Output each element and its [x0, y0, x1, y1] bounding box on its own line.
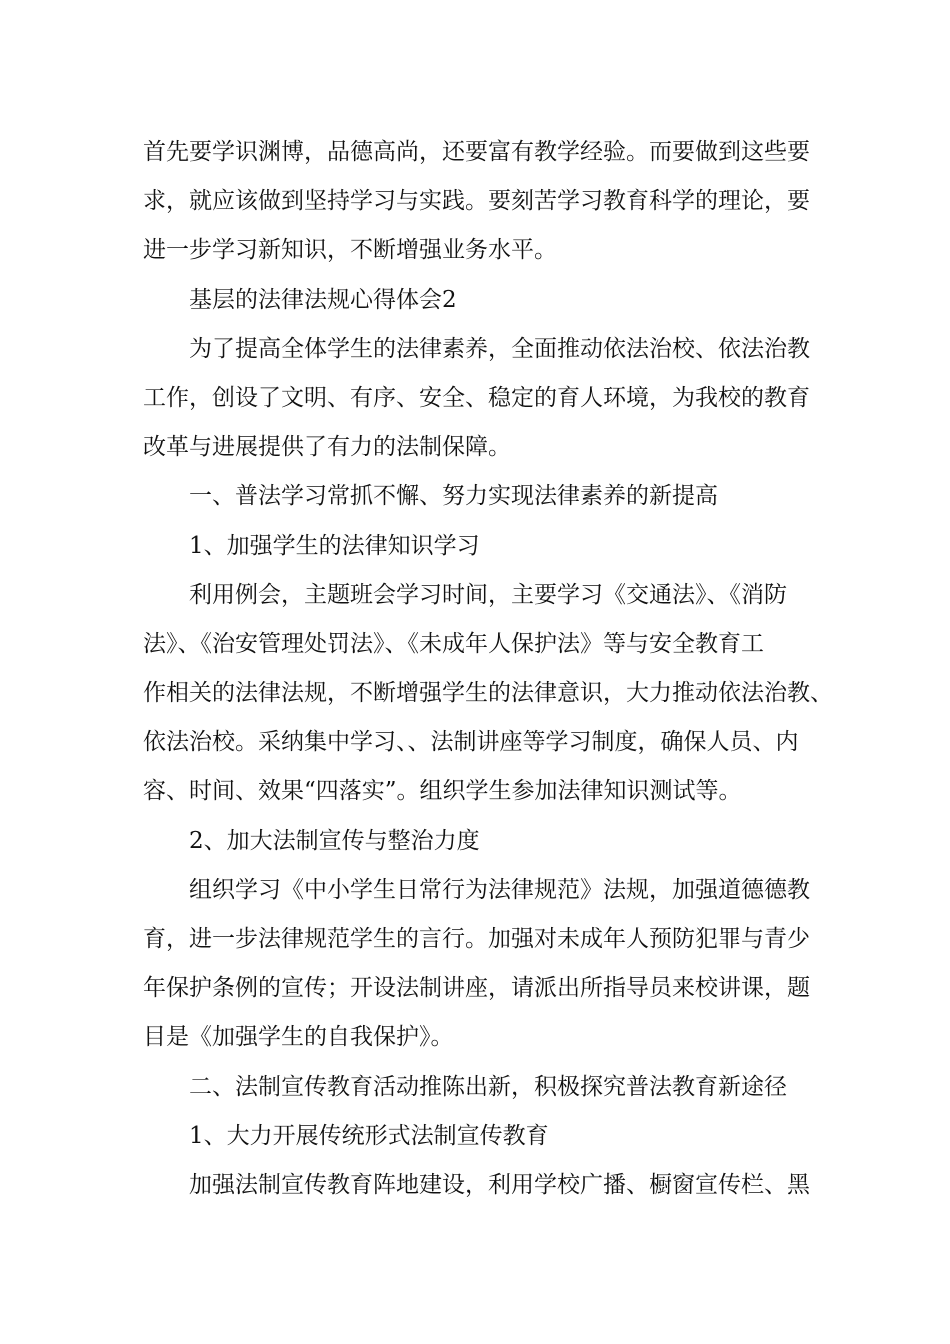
paragraph-line: 容、时间、效果“四落实”。组织学生参加法律知识测试等。	[143, 778, 742, 805]
heading-level-2: 1、大力开展传统形式法制宣传教育	[189, 1122, 549, 1149]
document-body	[143, 128, 833, 1210]
heading-level-1: 二、法制宣传教育活动推陈出新，积极探究普法教育新途径	[189, 1073, 787, 1100]
heading-level-2: 2、加大法制宣传与整治力度	[189, 827, 480, 854]
paragraph-line: 工作，创设了文明、有序、安全、稳定的育人环境，为我校的教育	[143, 384, 810, 411]
paragraph-line: 依法治校。采纳集中学习、、法制讲座等学习制度，确保人员、内	[143, 729, 799, 756]
paragraph-line: 求，就应该做到坚持学习与实践。要刻苦学习教育科学的理论，要	[143, 188, 810, 215]
paragraph-line: 进一步学习新知识，不断增强业务水平。	[143, 237, 557, 264]
paragraph-line: 利用例会，主题班会学习时间，主要学习《交通法》、《消防	[189, 581, 787, 608]
heading-level-1: 一、普法学习常抓不懈、努力实现法律素养的新提高	[189, 483, 718, 510]
paragraph-line: 育，进一步法律规范学生的言行。加强对未成年人预防犯罪与青少	[143, 926, 810, 952]
heading-level-2: 1、加强学生的法律知识学习	[189, 532, 480, 559]
paragraph-line: 加强法制宣传教育阵地建设，利用学校广播、橱窗宣传栏、黑	[189, 1171, 810, 1198]
paragraph-line: 年保护条例的宣传；开设法制讲座，请派出所指导员来校讲课，题	[143, 975, 810, 1002]
section-title: 基层的法律法规心得体会2	[189, 286, 457, 313]
paragraph-line: 目是《加强学生的自我保护》。	[143, 1024, 454, 1051]
paragraph-line: 为了提高全体学生的法律素养，全面推动依法治校、依法治教	[189, 335, 810, 362]
paragraph-line: 首先要学识渊博，品德高尚，还要富有教学经验。而要做到这些要	[143, 139, 810, 165]
paragraph-line: 法》、《治安管理处罚法》、《未成年人保护法》等与安全教育工	[143, 630, 764, 657]
paragraph-line: 作相关的法律法规，不断增强学生的法律意识，大力推动依法治教、	[143, 680, 833, 707]
paragraph-line: 组织学习《中小学生日常行为法律规范》法规，加强道德德教	[189, 876, 810, 903]
paragraph-line: 改革与进展提供了有力的法制保障。	[143, 434, 511, 461]
